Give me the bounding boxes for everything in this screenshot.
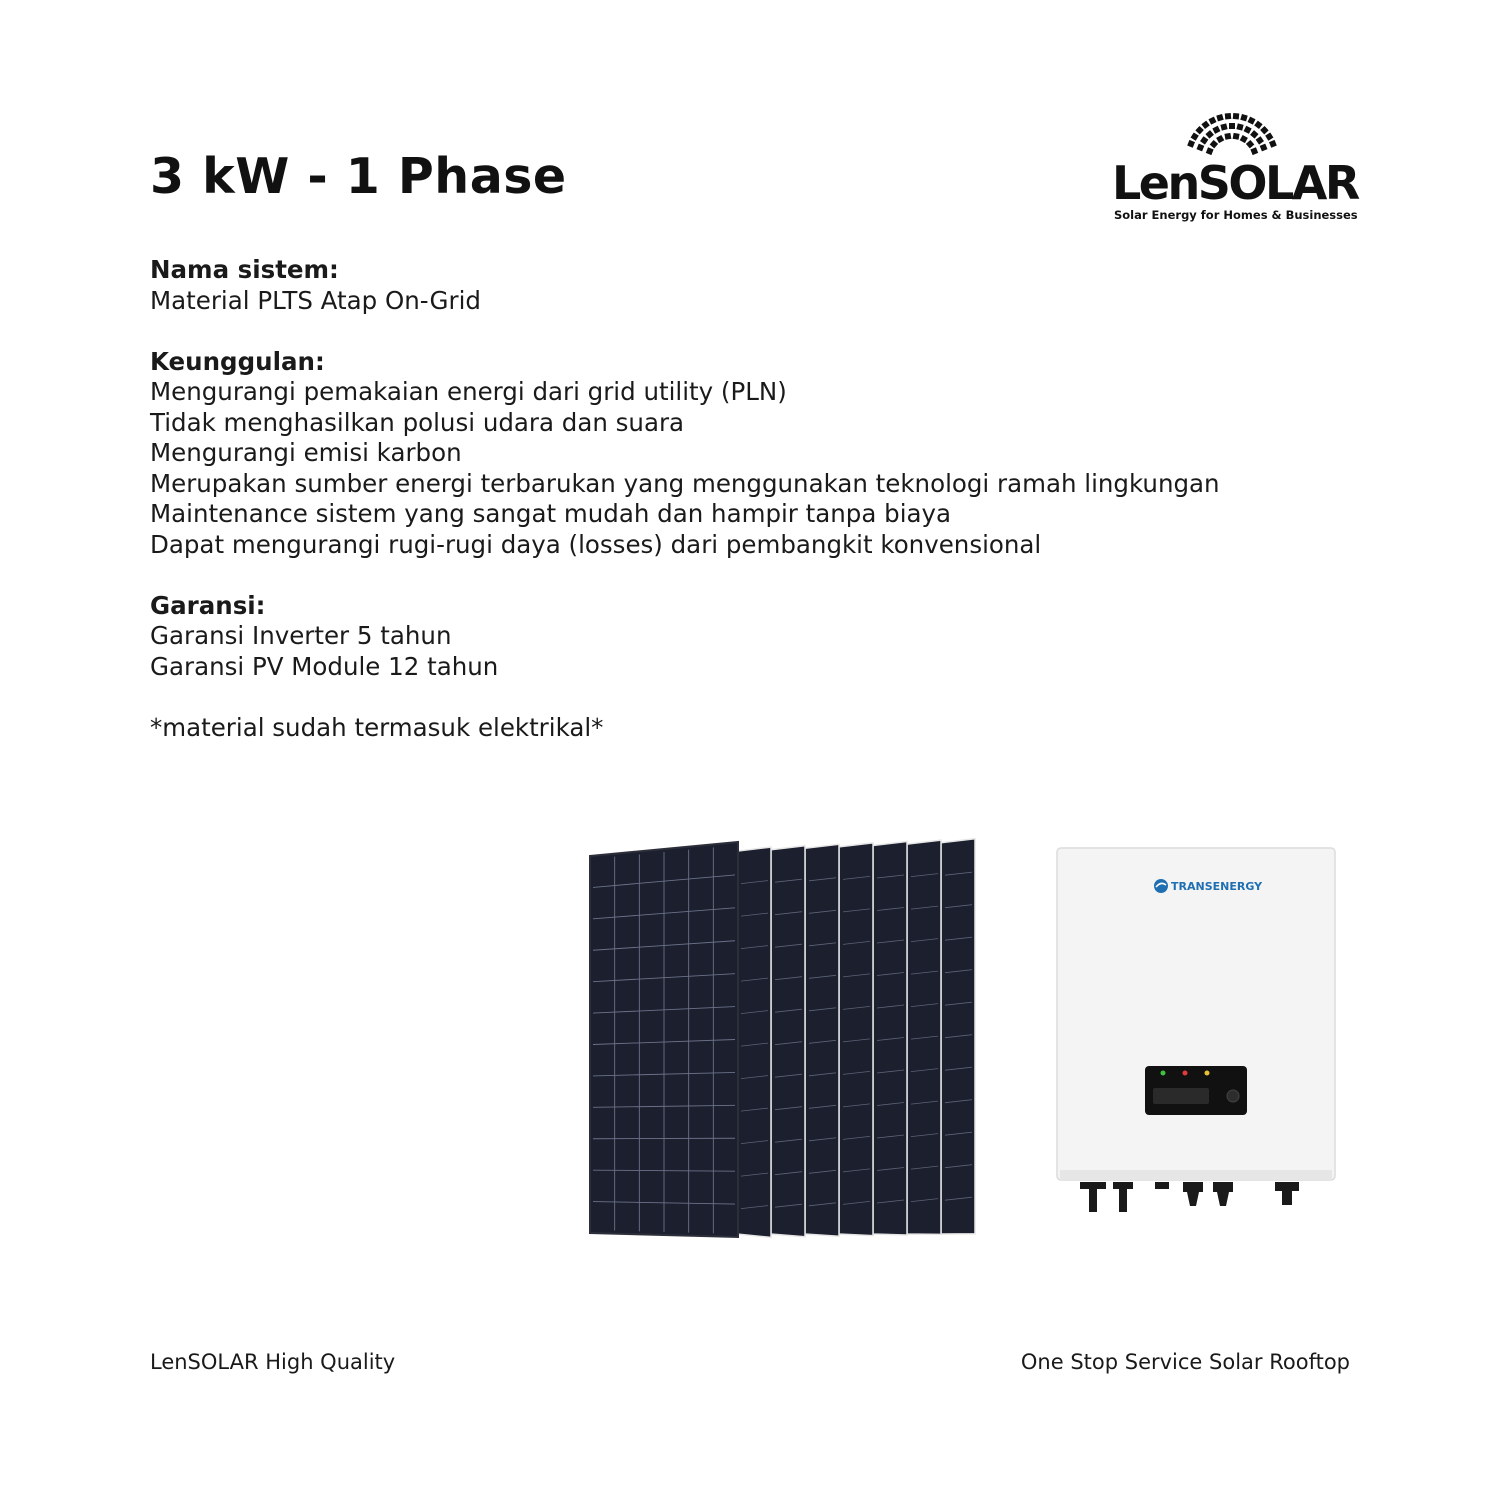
logo-tagline: Solar Energy for Homes & Businesses xyxy=(1114,208,1358,222)
footer-service-text: One Stop Service Solar Rooftop xyxy=(1020,1350,1350,1374)
advantage-item: Merupakan sumber energi terbarukan yang menggunakan teknologi ramah lingkungan xyxy=(150,468,1220,498)
product-image xyxy=(585,830,1345,1250)
warranty-heading: Garansi: xyxy=(150,590,266,620)
logo-wordmark: LenSOLAR xyxy=(1112,156,1358,210)
brand-logo xyxy=(1112,108,1358,226)
electrical-note: *material sudah termasuk elektrikal* xyxy=(150,712,604,742)
advantage-item: Mengurangi emisi karbon xyxy=(150,438,462,467)
solar-panel-back xyxy=(771,846,805,1237)
warranty-item: Garansi Inverter 5 tahun xyxy=(150,621,452,650)
advantage-item: Maintenance sistem yang sangat mudah dan hampir tanpa biaya xyxy=(150,499,952,528)
solar-panel-back xyxy=(907,840,941,1234)
warranty-item: Garansi PV Module 12 tahun xyxy=(150,651,499,681)
advantages-heading: Keunggulan: xyxy=(150,346,325,376)
advantage-item: Dapat mengurangi rugi-rugi daya (losses) dari pembangkit konvensional xyxy=(150,529,1042,559)
solar-panels xyxy=(590,839,975,1238)
system-value: Material PLTS Atap On-Grid xyxy=(150,285,481,315)
inverter xyxy=(1057,848,1335,1212)
advantage-item: Mengurangi pemakaian energi dari grid utility (PLN) xyxy=(150,377,787,406)
system-heading: Nama sistem: xyxy=(150,255,339,284)
solar-panel-back xyxy=(873,842,907,1236)
page-title: 3 kW - 1 Phase xyxy=(150,148,567,205)
sun-rays-icon xyxy=(1167,108,1297,160)
solar-panel-back xyxy=(737,847,771,1237)
product-description xyxy=(150,255,1350,743)
inverter-brand-text: TRANSENERGY xyxy=(1171,880,1263,893)
inverter-display xyxy=(1145,1066,1247,1115)
inverter-connectors xyxy=(1080,1182,1299,1212)
footer-quality-text: LenSOLAR High Quality xyxy=(150,1350,396,1374)
inverter-body xyxy=(1057,848,1335,1180)
inverter-brand-logo xyxy=(1154,879,1263,893)
advantage-item: Tidak menghasilkan polusi udara dan suara xyxy=(150,407,685,437)
solar-kit-illustration xyxy=(585,830,1345,1250)
